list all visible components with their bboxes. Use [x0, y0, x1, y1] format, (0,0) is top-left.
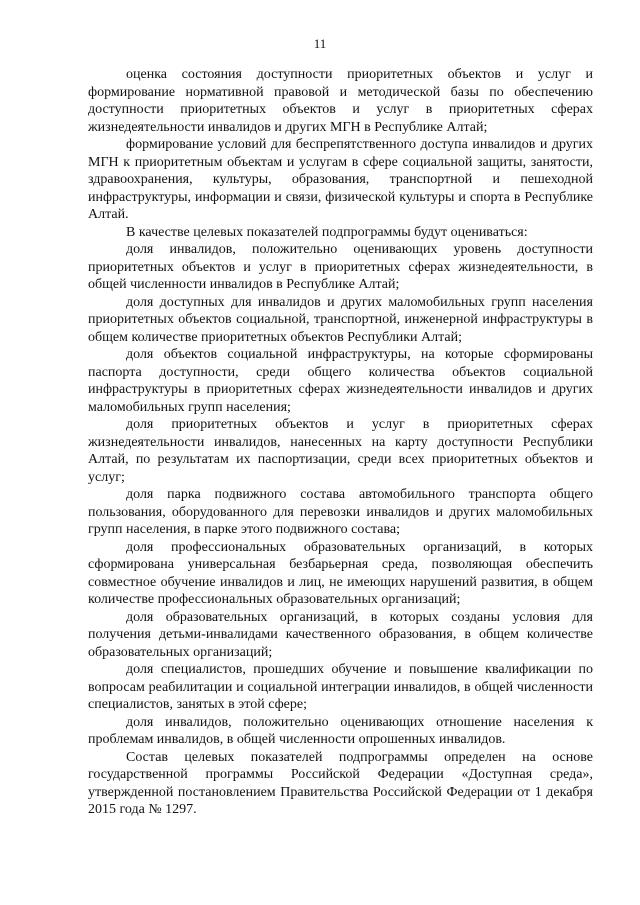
paragraph-8: доля парка подвижного состава автомобильного транспорта общего пользования, оборудованного для перевозки инвалидов и других маломобильных групп населения, в парке этого подвижного состава;	[88, 487, 593, 537]
paragraph-3: В качестве целевых показателей подпрограммы будут оцениваться:	[126, 224, 528, 240]
paragraph-7: доля приоритетных объектов и услуг в приоритетных сферах жизнедеятельности инвалидов, нанесенных на карту доступности Республики Алтай, по результатам их паспортизации, среди всех приоритетных объектов и услуг;	[88, 417, 593, 485]
page-number: 11	[313, 36, 327, 51]
paragraph-9: доля профессиональных образовательных организаций, в которых сформирована универсальная безбарьерная среда, позволяющая обеспечить совместное обучение инвалидов и лиц, не имеющих нарушений развития, в общем количестве профессиональных образовательных организаций;	[88, 539, 593, 607]
paragraph-1: оценка состояния доступности приоритетных объектов и услуг и формирование нормативной правовой и методической базы по обеспечению доступности приоритетных объектов и услуг в приоритетных сферах жизнедеятельности инвалидов и других МГН в Республике Алтай;	[88, 67, 593, 135]
paragraph-10: доля образовательных организаций, в которых созданы условия для получения детьми-инвалидами качественного образования, в общем количестве образовательных организаций;	[88, 609, 593, 660]
paragraph-2: формирование условий для беспрепятственного доступа инвалидов и других МГН к приоритетным объектам и услугам в сфере социальной защиты, занятости, здравоохранения, культуры, образования, транспортной и пешеходной инфраструктуры, информации и связи, физической культуры и спорта в Республике Алтай.	[88, 137, 593, 222]
paragraph-5: доля доступных для инвалидов и других маломобильных групп населения приоритетных объектов социальной, транспортной, инженерной инфраструктуры в общем количестве приоритетных объектов Республики Алтай;	[88, 294, 593, 345]
paragraph-11: доля специалистов, прошедших обучение и повышение квалификации по вопросам реабилитации и социальной интеграции инвалидов, в общей численности специалистов, занятых в этой сфере;	[88, 662, 593, 712]
document-body	[88, 66, 593, 819]
paragraph-6: доля объектов социальной инфраструктуры, на которые сформированы паспорта доступности, среди общего количества объектов социальной инфраструктуры в приоритетных сферах жизнедеятельности инвалидов и других маломобильных групп населения;	[88, 347, 593, 415]
paragraph-4: доля инвалидов, положительно оценивающих уровень доступности приоритетных объектов и услуг в приоритетных сферах жизнедеятельности, в общей численности инвалидов в Республике Алтай;	[88, 242, 593, 292]
paragraph-12: доля инвалидов, положительно оценивающих отношение населения к проблемам инвалидов, в общей численности опрошенных инвалидов.	[88, 714, 593, 747]
paragraph-13: Состав целевых показателей подпрограммы определен на основе государственной программы Российской Федерации «Доступная среда», утвержденной постановлением Правительства Российской Федерации от 1 декабря 2015 года № 1297.	[88, 749, 593, 817]
